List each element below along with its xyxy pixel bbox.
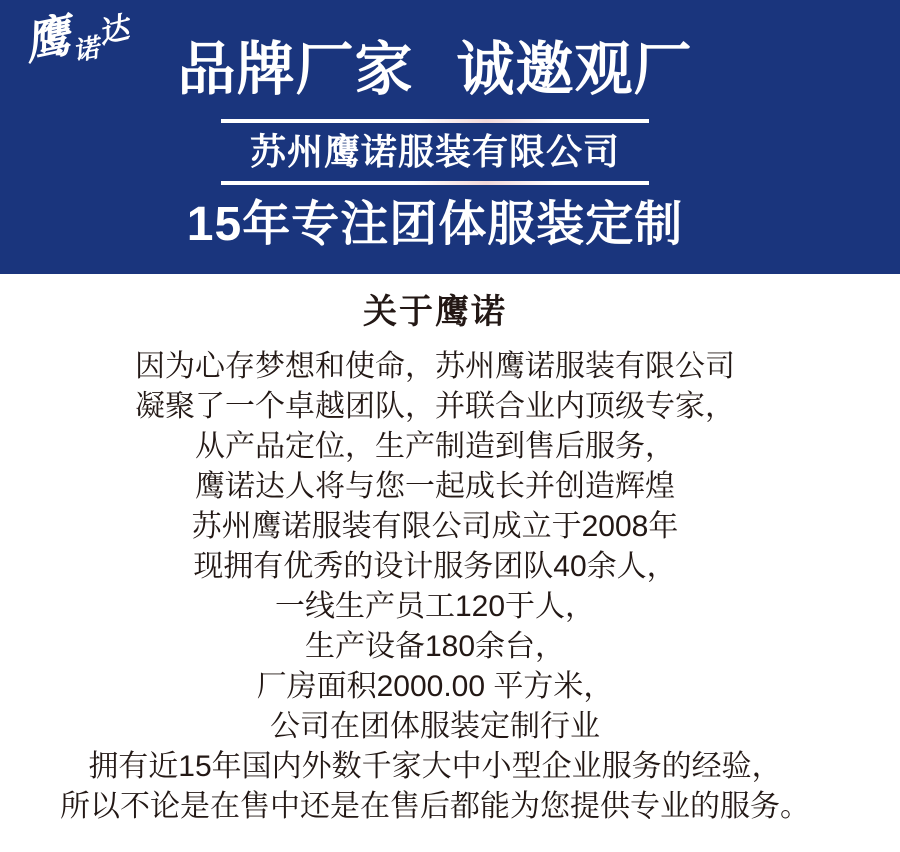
about-line: 公司在团体服装定制行业: [270, 710, 600, 743]
logo-char-ying: 鹰: [19, 8, 75, 70]
about-section: [0, 274, 900, 827]
hero-banner: [0, 0, 900, 274]
about-line: 现拥有优秀的设计服务团队40余人，: [193, 550, 677, 583]
about-line: 所以不论是在售中还是在售后都能为您提供专业的服务。: [60, 790, 810, 823]
about-line: 鹰诺达人将与您一起成长并创造辉煌: [195, 470, 675, 503]
about-title: 关于鹰诺: [363, 293, 507, 331]
divider-line-top: [221, 119, 649, 123]
banner-title: 品牌厂家 诚邀观厂: [177, 37, 693, 102]
logo-char-da: 达: [95, 11, 133, 51]
about-line: 因为心存梦想和使命，苏州鹰诺服装有限公司: [135, 350, 735, 383]
logo-char-nuo: 诺: [70, 32, 102, 67]
about-line: 从产品定位，生产制造到售后服务，: [195, 430, 675, 463]
brand-logo: [19, 8, 133, 70]
about-line: 拥有近15年国内外数千家大中小型企业服务的经验，: [88, 750, 782, 783]
about-line: 凝聚了一个卓越团队，并联合业内顶级专家，: [135, 390, 735, 423]
about-line: 厂房面积2000.00 平方米，: [256, 670, 614, 703]
banner-subtitle: 15年专注团体服装定制: [186, 198, 684, 251]
about-paragraph: [0, 347, 870, 827]
about-line: 一线生产员工120于人，: [274, 590, 596, 623]
company-name: 苏州鹰诺服装有限公司: [249, 131, 620, 172]
banner-center-column: [0, 0, 900, 250]
divider-line-bottom: [221, 181, 649, 185]
about-line: 生产设备180余台，: [304, 630, 566, 663]
about-line: 苏州鹰诺服装有限公司成立于2008年: [191, 510, 679, 543]
